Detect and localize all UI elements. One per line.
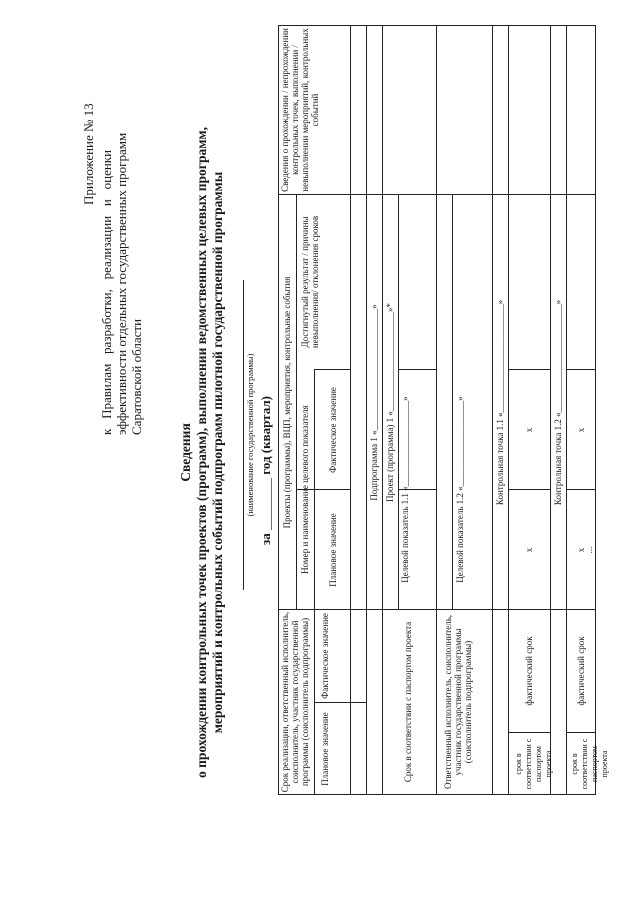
appendix-line-4: Саратовской области — [129, 318, 144, 435]
header-planned: Плановое значение — [320, 712, 330, 786]
x-mark: x — [576, 427, 586, 433]
period-blank: ________ — [258, 478, 273, 531]
header-ind-planned: Плановое значение — [328, 513, 338, 587]
label-responsible: Ответственный исполнитель, соисполнитель, участник государственной программы (соисполнитель подпрограммы) — [443, 614, 473, 790]
title-main: Сведения — [178, 423, 193, 482]
x-mark: x — [524, 547, 534, 553]
appendix-line-2: к Правилам разработки, реализации и оценки — [99, 149, 114, 435]
row-checkpoint-1: Контрольная точка 1.1 «________________________» — [495, 299, 505, 506]
title-line-1: о прохождении контрольных точек проектов (программ), выполнении ведомственных целевых программ, — [194, 127, 209, 778]
appendix-number: Приложение № 13 — [81, 103, 96, 205]
period-prefix: за — [258, 533, 273, 545]
x-mark: x — [576, 547, 586, 553]
row-indicator-1: Целевой показатель 1.1 «___________________» — [400, 396, 410, 583]
row-indicator-2: Целевой показатель 1.2 «___________________» — [455, 396, 465, 583]
header-result: Достигнутый результат / причины невыполнения/ отклонения сроков — [300, 215, 320, 349]
title-line-2: мероприятий и контрольных событий подпрограмм пилотной государственной программы — [210, 171, 225, 734]
header-indicator-group: Номер и наименование целевого показателя — [300, 405, 310, 574]
header-actual: Фактическое значение — [320, 613, 330, 699]
label-term-passport-small-2: срок в соответствии с паспортом проекта — [570, 738, 609, 790]
label-fact-term-2: фактический срок — [576, 636, 586, 706]
row-checkpoint-2: Контрольная точка 1.2 «________________________» — [553, 299, 563, 506]
program-name-caption: (наименование государственной программы) — [245, 353, 255, 517]
row-project: Проект (программа) 1 «______________________»* — [385, 303, 395, 502]
header-group-mid: Проекты (программы), ВЦП, мероприятия, контрольные события — [282, 276, 292, 529]
row-subprogram: Подпрограмма 1 «___________________________» — [369, 304, 379, 501]
header-group-left: Срок реализации, ответственный исполнитель, соисполнитель, участник государственной программы (соисполнитель подпрограммы) — [280, 611, 310, 793]
label-fact-term-1: фактический срок — [524, 636, 534, 706]
label-term-passport: Срок в соответствии с паспортом проекта — [403, 621, 413, 783]
header-ind-actual: Фактическое значение — [328, 387, 338, 473]
program-name-line — [243, 280, 244, 590]
continuation-dots: ... — [584, 546, 594, 554]
x-mark: x — [524, 427, 534, 433]
header-info: Сведения о прохождении / непрохождении контрольных точек, выполнении / невыполнении мероприятий, контрольных событий — [280, 28, 320, 192]
appendix-line-3: эффективности отдельных государственных программ — [114, 132, 129, 435]
period — [258, 396, 274, 545]
period-suffix: год (квартал) — [258, 396, 273, 475]
label-term-passport-small-1: срок в соответствии с паспортом проекта — [514, 738, 553, 790]
report-table — [278, 25, 609, 795]
